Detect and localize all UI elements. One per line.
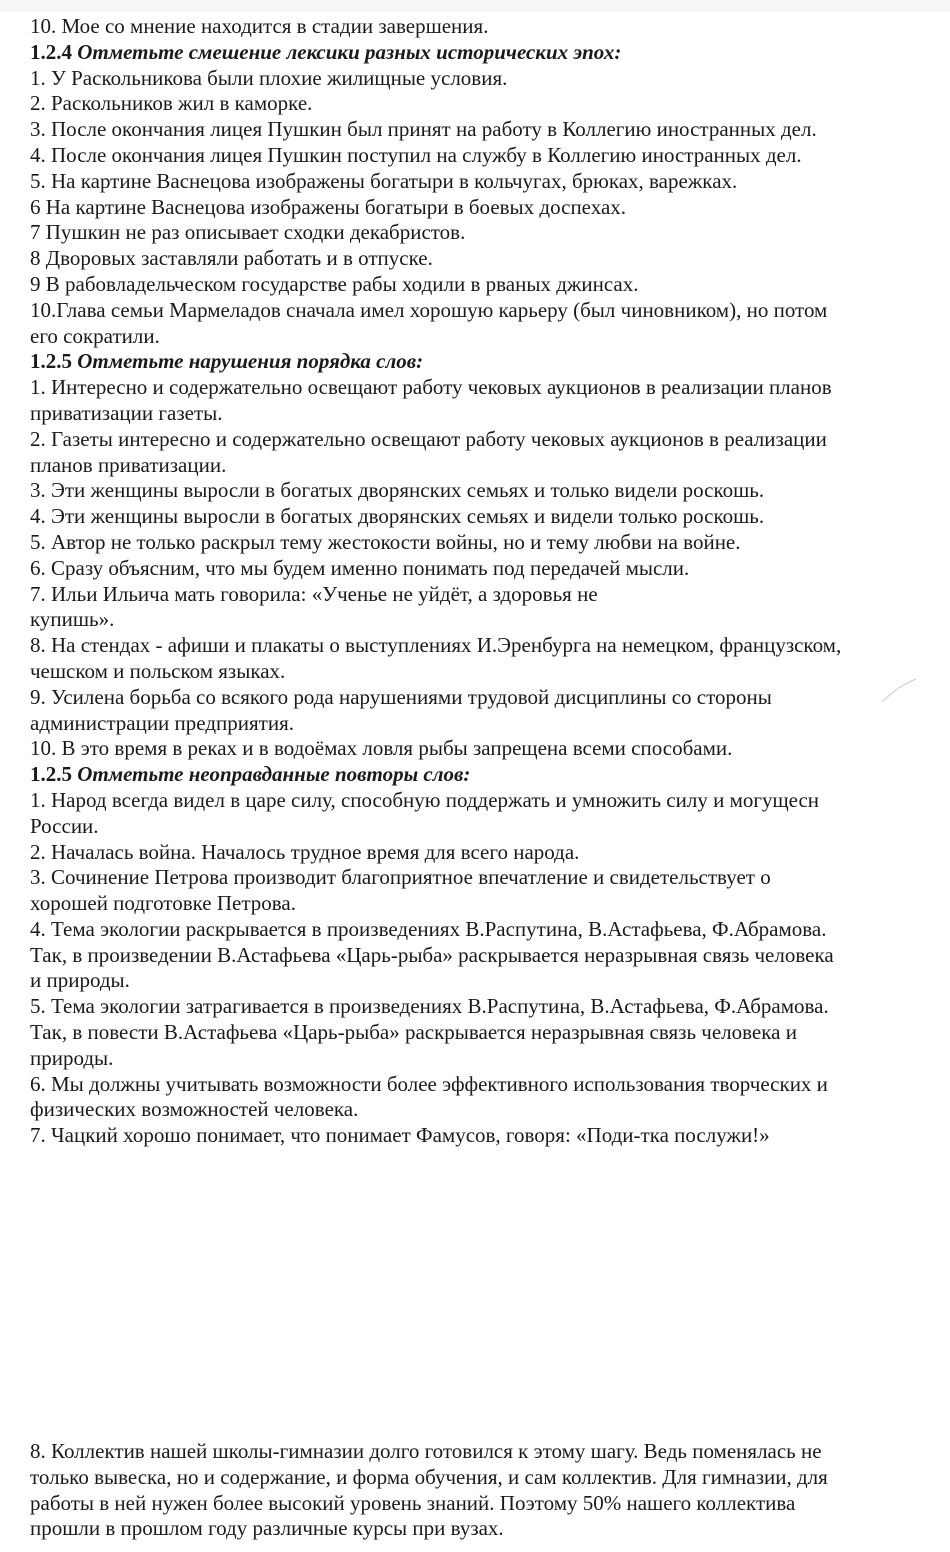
list-item-line: 8. На стендах - афиши и плакаты о выступлениях И.Эренбурга на немецком, французском, [30,633,842,658]
list-item-line: 10. В это время в реках и в водоёмах ловля рыбы запрещена всеми способами. [30,736,733,761]
document-tail [30,1439,828,1542]
list-item-line: 2. Началась война. Началось трудное время для всего народа. [30,839,580,864]
paragraph-line: 8. Коллектив нашей школы-гимназии долго готовился к этому шагу. Ведь поменялась не [30,1439,822,1463]
list-item-line: 4. После окончания лицея Пушкин поступил на службу в Коллегию иностранных дел. [30,142,802,167]
list-item-line: 3. Эти женщины выросли в богатых дворянских семьях и только видели роскошь. [30,478,765,503]
section-heading [30,40,841,66]
list-item-line: Так, в повести В.Астафьева «Царь-рыба» раскрывается неразрывная связь человека и [30,1020,797,1045]
list-item-line: 1. Интересно и содержательно освещают работу чековых аукционов в реализации планов [30,375,832,400]
list-item-line: и природы. [30,968,130,993]
list-item-line: 4. Эти женщины выросли в богатых дворянских семьях и видели только роскошь. [30,504,765,529]
list-item-line: приватизации газеты. [30,400,223,425]
list-item-line: 1. Народ всегда видел в царе силу, способную поддержать и умножить силу и могущесн [30,787,820,812]
list-item-line: 4. Тема экологии раскрывается в произведениях В.Распутина, В.Астафьева, Ф.Абрамова. [30,916,827,941]
list-item-line: 6. Мы должны учитывать возможности более эффективного использования творческих и [30,1071,828,1096]
section-title: Отметьте неоправданные повторы слов: [77,762,471,787]
section-heading [30,762,841,788]
paragraph-line: только вывеска, но и содержание, и форма обучения, и сам коллектив. Для гимназии, для [30,1464,828,1489]
cut-off-line: 10. Мое со мнение находится в стадии завершения. [30,14,489,38]
list-item-line: 2. Раскольников жил в каморке. [30,91,313,116]
list-item-line: 9 В рабовладельческом государстве рабы ходили в рваных джинсах. [30,271,639,296]
list-item-line: 6. Сразу объясним, что мы будем именно понимать под передачей мысли. [30,555,690,580]
list-item-line: 7. Ильи Ильича мать говорила: «Ученье не уйдёт, а здоровья не [30,581,598,606]
list-item-line: 2. Газеты интересно и содержательно освещают работу чековых аукционов в реализации [30,426,827,451]
list-item-line: 5. Тема экологии затрагивается в произведениях В.Распутина, В.Астафьева, Ф.Абрамова. [30,994,829,1019]
list-item-line: 5. Автор не только раскрыл тему жестокости войны, но и тему любви на войне. [30,529,741,554]
list-item-line: физических возможностей человека. [30,1097,359,1122]
top-bar [0,0,950,12]
list-item-line: 3. После окончания лицея Пушкин был принят на работу в Коллегию иностранных дел. [30,117,817,142]
list-item-line: Так, в произведении В.Астафьева «Царь-рыба» раскрывается неразрывная связь человека [30,942,834,967]
paragraph-line: прошли в прошлом году различные курсы при вузах. [30,1516,504,1541]
list-item-line: хорошей подготовке Петрова. [30,891,297,916]
list-item-line: 8 Дворовых заставляли работать и в отпуске. [30,246,433,271]
list-item-line: 6 На картине Васнецова изображены богатыри в боевых доспехах. [30,194,627,219]
section-title: Отметьте смешение лексики разных исторических эпох: [77,39,622,64]
section-number: 1.2.4 [30,39,72,64]
list-item-line: 9. Усилена борьба со всякого рода нарушениями трудовой дисциплины со стороны [30,684,772,709]
section-number: 1.2.5 [30,349,72,374]
document-body [30,14,841,1149]
list-item-line: планов приватизации. [30,452,227,477]
list-item-line: 1. У Раскольникова были плохие жилищные условия. [30,65,508,90]
section-heading [30,349,841,375]
list-item-line: 5. На картине Васнецова изображены богатыри в кольчугах, брюках, варежках. [30,168,738,193]
list-item-line: 7. Чацкий хорошо понимает, что понимает Фамусов, говоря: «Поди-тка послужи!» [30,1123,770,1148]
list-item-line: купишь». [30,607,115,632]
paragraph-line: работы в ней нужен более высокий уровень знаний. Поэтому 50% нашего коллектива [30,1490,796,1515]
list-item-line: 3. Сочинение Петрова производит благоприятное впечатление и свидетельствует о [30,865,771,890]
pencil-mark-icon [880,676,920,706]
list-item-line: администрации предприятия. [30,710,294,735]
list-item-line: природы. [30,1045,114,1070]
list-item-line: 10.Глава семьи Мармеладов сначала имел хорошую карьеру (был чиновником), но потом [30,297,828,322]
section-number: 1.2.5 [30,762,72,787]
section-title: Отметьте нарушения порядка слов: [77,349,424,374]
list-item-line: чешском и польском языках. [30,658,286,683]
list-item-line: 7 Пушкин не раз описывает сходки декабристов. [30,220,466,245]
list-item-line: России. [30,813,99,838]
list-item-line: его сократили. [30,323,160,348]
